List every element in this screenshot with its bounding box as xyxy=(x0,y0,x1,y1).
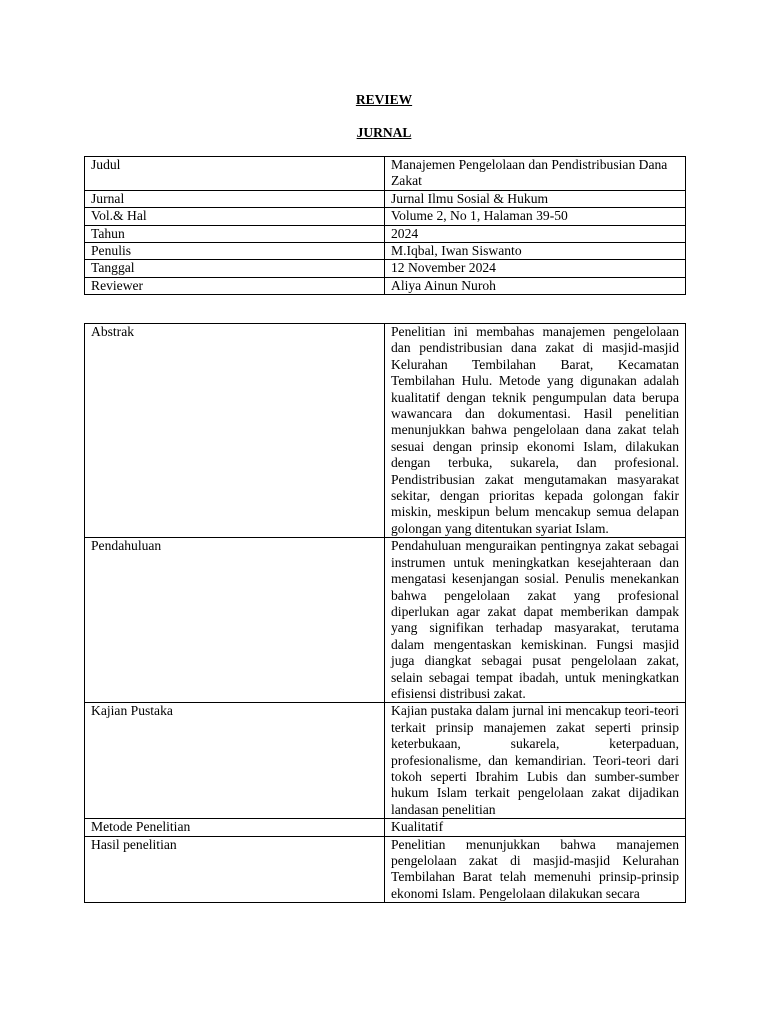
section-text: Kajian pustaka dalam jurnal ini mencakup teori-teori terkait prinsip manajemen zakat seperti prinsip keterbukaan, sukarela, keterpaduan, profesionalisme, dan kemandirian. Teori-teori dari tokoh seperti Ibrahim Lubis dan sumber-sumber hukum Islam terkait pengelolaan zakat dijadikan landasan penelitian xyxy=(385,703,686,819)
table-row xyxy=(85,208,686,225)
section-label: Metode Penelitian xyxy=(85,819,385,836)
table-row xyxy=(85,324,686,538)
row-value: 2024 xyxy=(385,225,686,242)
section-text: Kualitatif xyxy=(385,819,686,836)
section-text xyxy=(385,836,686,902)
row-value: Volume 2, No 1, Halaman 39-50 xyxy=(385,208,686,225)
table-row xyxy=(85,277,686,294)
row-value: Aliya Ainun Nuroh xyxy=(385,277,686,294)
table-row xyxy=(85,836,686,902)
section-text-clipped: Penelitian menunjukkan bahwa manajemen pengelolaan zakat di masjid-masjid Kelurahan Tembilahan Barat telah memenuhi prinsip-prinsip ekonomi Islam. Pengelolaan dilakukan secara xyxy=(391,836,679,901)
table-row xyxy=(85,260,686,277)
row-label: Jurnal xyxy=(85,190,385,207)
jurnal-heading: JURNAL xyxy=(356,125,412,140)
row-label: Tahun xyxy=(85,225,385,242)
review-heading: REVIEW xyxy=(355,92,413,107)
row-label: Tanggal xyxy=(85,260,385,277)
section-text: Penelitian ini membahas manajemen pengelolaan dan pendistribusian dana zakat di masjid-masjid Kelurahan Tembilahan Barat, Kecamatan Tembilahan Hulu. Metode yang digunakan adalah kualitatif dengan teknik pengumpulan data berupa wawancara dan dokumentasi. Hasil penelitian menunjukkan bahwa pengelolaan dana zakat telah sesuai dengan prinsip ekonomi Islam, dilakukan dengan terbuka, sukarela, dan profesional. Pendistribusian zakat mengutamakan masyarakat sekitar, dengan prioritas kepada golongan fakir miskin, meskipun belum mencakup semua delapan golongan yang ditentukan syariat Islam. xyxy=(385,324,686,538)
table-row xyxy=(85,157,686,191)
row-label: Penulis xyxy=(85,243,385,260)
row-label: Reviewer xyxy=(85,277,385,294)
section-label: Pendahuluan xyxy=(85,538,385,703)
section-label: Hasil penelitian xyxy=(85,836,385,902)
table-row xyxy=(85,225,686,242)
review-content-table xyxy=(84,323,686,903)
table-row xyxy=(85,190,686,207)
journal-info-table xyxy=(84,156,686,295)
section-label: Abstrak xyxy=(85,324,385,538)
row-label: Vol.& Hal xyxy=(85,208,385,225)
table-row xyxy=(85,243,686,260)
row-label: Judul xyxy=(85,157,385,191)
section-text: Pendahuluan menguraikan pentingnya zakat sebagai instrumen untuk meningkatkan kesejahteraan dan mengatasi kesenjangan sosial. Penulis menekankan bahwa pengelolaan zakat yang profesional diperlukan agar zakat dapat memberikan dampak yang signifikan terhadap masyarakat, terutama dalam mengentaskan kemiskinan. Fungsi masjid juga diangkat sebagai pusat pengelolaan zakat, selain sebagai tempat ibadah, untuk meningkatkan efisiensi distribusi zakat. xyxy=(385,538,686,703)
row-value: 12 November 2024 xyxy=(385,260,686,277)
table-row xyxy=(85,703,686,819)
section-label: Kajian Pustaka xyxy=(85,703,385,819)
table-row xyxy=(85,538,686,703)
row-value: Manajemen Pengelolaan dan Pendistribusian Dana Zakat xyxy=(385,157,686,191)
table-row xyxy=(85,819,686,836)
row-value: Jurnal Ilmu Sosial & Hukum xyxy=(385,190,686,207)
row-value: M.Iqbal, Iwan Siswanto xyxy=(385,243,686,260)
